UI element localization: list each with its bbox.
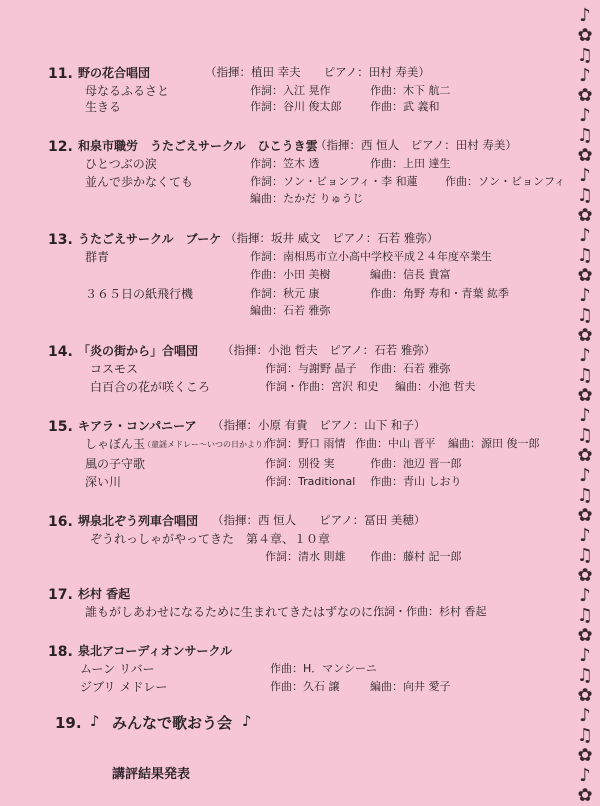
music-note-icon: ♫ xyxy=(576,305,594,326)
composer: 作曲：池辺 晋一郎 xyxy=(370,457,462,470)
group-name: うたごえサークル ブーケ xyxy=(78,232,222,246)
program-number: 16. xyxy=(48,514,73,530)
lyricist-composer: 作詞・作曲：杉村 香起 xyxy=(373,605,487,618)
music-note-icon: ♫ xyxy=(576,485,594,506)
flower-icon: ✿ xyxy=(577,445,593,466)
lyricist-composer: 作詞・作曲：宮沢 和史 xyxy=(265,380,379,393)
group-info: （指揮：小池 哲夫 ピアノ：石若 雅弥） xyxy=(222,343,436,357)
flower-icon: ✿ xyxy=(577,145,593,166)
music-note-icon: ♫ xyxy=(576,665,594,686)
song-title: ジブリ メドレー xyxy=(80,680,168,694)
flower-icon: ✿ xyxy=(577,505,593,526)
song-title: ぞうれっしゃがやってきた 第４章、１０章 xyxy=(90,532,331,546)
group-info: （指揮：小原 有貴 ピアノ：山下 和子） xyxy=(212,418,426,432)
program-number: 11. xyxy=(48,66,73,82)
lyricist: 作詞：ソン・ビョンフィ・李 和蓮 xyxy=(250,175,418,188)
song-title: 並んで歩かなくても xyxy=(85,175,194,189)
composer: 作曲：小田 美樹 xyxy=(250,268,331,281)
program-number: 19. xyxy=(55,714,82,732)
arranger: 編曲：石若 雅弥 xyxy=(250,304,331,317)
music-note-icon: ♪ xyxy=(579,285,591,306)
flower-icon: ✿ xyxy=(577,25,593,46)
program-number: 14. xyxy=(48,344,73,360)
flower-icon: ✿ xyxy=(577,85,593,106)
music-note-icon: ♪ xyxy=(579,705,591,726)
lyricist: 作詞：入江 晃作 xyxy=(250,84,331,97)
program-number: 13. xyxy=(48,232,73,248)
group-info: （指揮：坂井 威文 ピアノ：石若 雅弥） xyxy=(225,231,439,245)
flower-icon: ✿ xyxy=(577,565,593,586)
lyricist: 作詞：清水 則雄 xyxy=(265,550,346,563)
music-note-icon: ♪ xyxy=(579,585,591,606)
flower-icon: ✿ xyxy=(577,745,593,766)
song-title: ムーン リバー xyxy=(80,662,155,676)
composer: 作曲：木下 航二 xyxy=(370,84,451,97)
flower-icon: ✿ xyxy=(577,205,593,226)
program-number: 18. xyxy=(48,644,73,660)
group-info: （指揮：西 恒人 ピアノ：田村 寿美） xyxy=(315,138,517,152)
music-note-icon: ♫ xyxy=(576,125,594,146)
group-name: 堺泉北ぞう列車合唱団 xyxy=(78,514,199,528)
group-name: 杉村 香起 xyxy=(78,587,131,601)
music-note-icon: ♪ xyxy=(579,645,591,666)
group-name: 和泉市職労 うたごえサークル ひこうき雲 xyxy=(78,139,318,153)
flower-icon: ✿ xyxy=(577,625,593,646)
song-subtitle: （童謡メドレー〜いつの日かより） xyxy=(143,440,271,449)
flower-icon: ✿ xyxy=(577,385,593,406)
program-number: 12. xyxy=(48,139,73,155)
lyricist: 作詞：別役 実 xyxy=(265,457,335,470)
song-title: 群青 xyxy=(85,250,110,264)
arranger: 編曲：信長 貴富 xyxy=(370,268,451,281)
music-note-icon: ♪ xyxy=(579,5,591,26)
arranger: 編曲：たかだ りゅうじ xyxy=(250,192,364,205)
lyricist: 作詞：野口 雨情 xyxy=(265,437,346,450)
lyricist: 作詞：与謝野 晶子 xyxy=(265,362,357,375)
music-note-icon: ♫ xyxy=(576,245,594,266)
lyricist: 作詞：秋元 康 xyxy=(250,287,320,300)
group-name: 泉北アコーディオンサークル xyxy=(78,644,233,658)
flower-icon: ✿ xyxy=(577,685,593,706)
composer: 作曲：ソン・ビョンフィ xyxy=(445,175,566,188)
group-name: キアラ・コンパニーア xyxy=(78,419,197,433)
music-note-icon: ♪ xyxy=(579,765,591,786)
group-info: （指揮：植田 幸夫 ピアノ：田村 寿美） xyxy=(205,65,430,79)
song-title: 深い川 xyxy=(85,475,122,489)
music-note-icon: ♫ xyxy=(576,185,594,206)
song-title: ３６５日の紙飛行機 xyxy=(85,287,194,301)
composer: 作曲：武 義和 xyxy=(370,100,440,113)
arranger: 編曲：小池 哲夫 xyxy=(395,380,476,393)
song-title: 母なるふるさと xyxy=(85,84,170,98)
song-title: コスモス xyxy=(90,362,139,376)
lyricist: 作詞：南相馬市立小高中学校平成２４年度卒業生 xyxy=(250,250,492,263)
song-title: 白百合の花が咲くころ xyxy=(90,380,211,394)
song-title: ひとつぶの涙 xyxy=(85,157,157,171)
composer: 作曲：久石 譲 xyxy=(270,680,340,693)
music-note-icon: ♪ xyxy=(579,405,591,426)
program-number: 17. xyxy=(48,587,73,603)
program-number: 15. xyxy=(48,419,73,435)
flower-icon: ✿ xyxy=(577,785,593,806)
lyricist: 作詞：Traditional xyxy=(265,475,356,488)
music-note-icon: ♫ xyxy=(576,425,594,446)
music-note-icon: ♪ xyxy=(579,65,591,86)
music-note-icon: ♪ xyxy=(90,712,100,730)
composer: 作曲：H．マンシーニ xyxy=(270,662,377,675)
music-note-icon: ♪ xyxy=(579,165,591,186)
song-title: しゃぼん玉 xyxy=(85,437,146,451)
arranger: 編曲：向井 愛子 xyxy=(370,680,451,693)
music-note-icon: ♪ xyxy=(579,345,591,366)
decorative-border xyxy=(570,0,600,806)
finale-title: みんなで歌おう会 xyxy=(112,714,233,732)
group-name: 野の花合唱団 xyxy=(78,66,151,80)
composer: 作曲：角野 寿和・青葉 紘季 xyxy=(370,287,509,300)
flower-icon: ✿ xyxy=(577,325,593,346)
group-info: （指揮：西 恒人 ピアノ：冨田 美穂） xyxy=(212,513,426,527)
composer: 作曲：藤村 記一郎 xyxy=(370,550,462,563)
music-note-icon: ♪ xyxy=(242,712,252,730)
music-note-icon: ♪ xyxy=(579,105,591,126)
composer: 作曲：上田 達生 xyxy=(370,157,451,170)
music-note-icon: ♫ xyxy=(576,605,594,626)
results-announcement: 講評結果発表 xyxy=(112,767,191,782)
music-note-icon: ♪ xyxy=(579,465,591,486)
composer: 作曲：中山 晋平 xyxy=(355,437,436,450)
lyricist: 作詞：笠木 透 xyxy=(250,157,320,170)
lyricist: 作詞：谷川 俊太郎 xyxy=(250,100,342,113)
music-note-icon: ♫ xyxy=(576,545,594,566)
music-note-icon: ♫ xyxy=(576,45,594,66)
music-note-icon: ♪ xyxy=(579,525,591,546)
composer: 作曲：青山 しおり xyxy=(370,475,462,488)
music-note-icon: ♪ xyxy=(579,225,591,246)
music-note-icon: ♫ xyxy=(576,725,594,746)
song-title: 生きる xyxy=(85,100,122,114)
song-title: 風の子守歌 xyxy=(85,457,146,471)
arranger: 編曲：源田 俊一郎 xyxy=(448,437,540,450)
flower-icon: ✿ xyxy=(577,265,593,286)
group-name: 「炎の街から」合唱団 xyxy=(78,344,199,358)
song-title: 誰もがしあわせになるために生まれてきたはずなのに… xyxy=(85,605,386,619)
music-note-icon: ♫ xyxy=(576,365,594,386)
composer: 作曲：石若 雅弥 xyxy=(370,362,451,375)
